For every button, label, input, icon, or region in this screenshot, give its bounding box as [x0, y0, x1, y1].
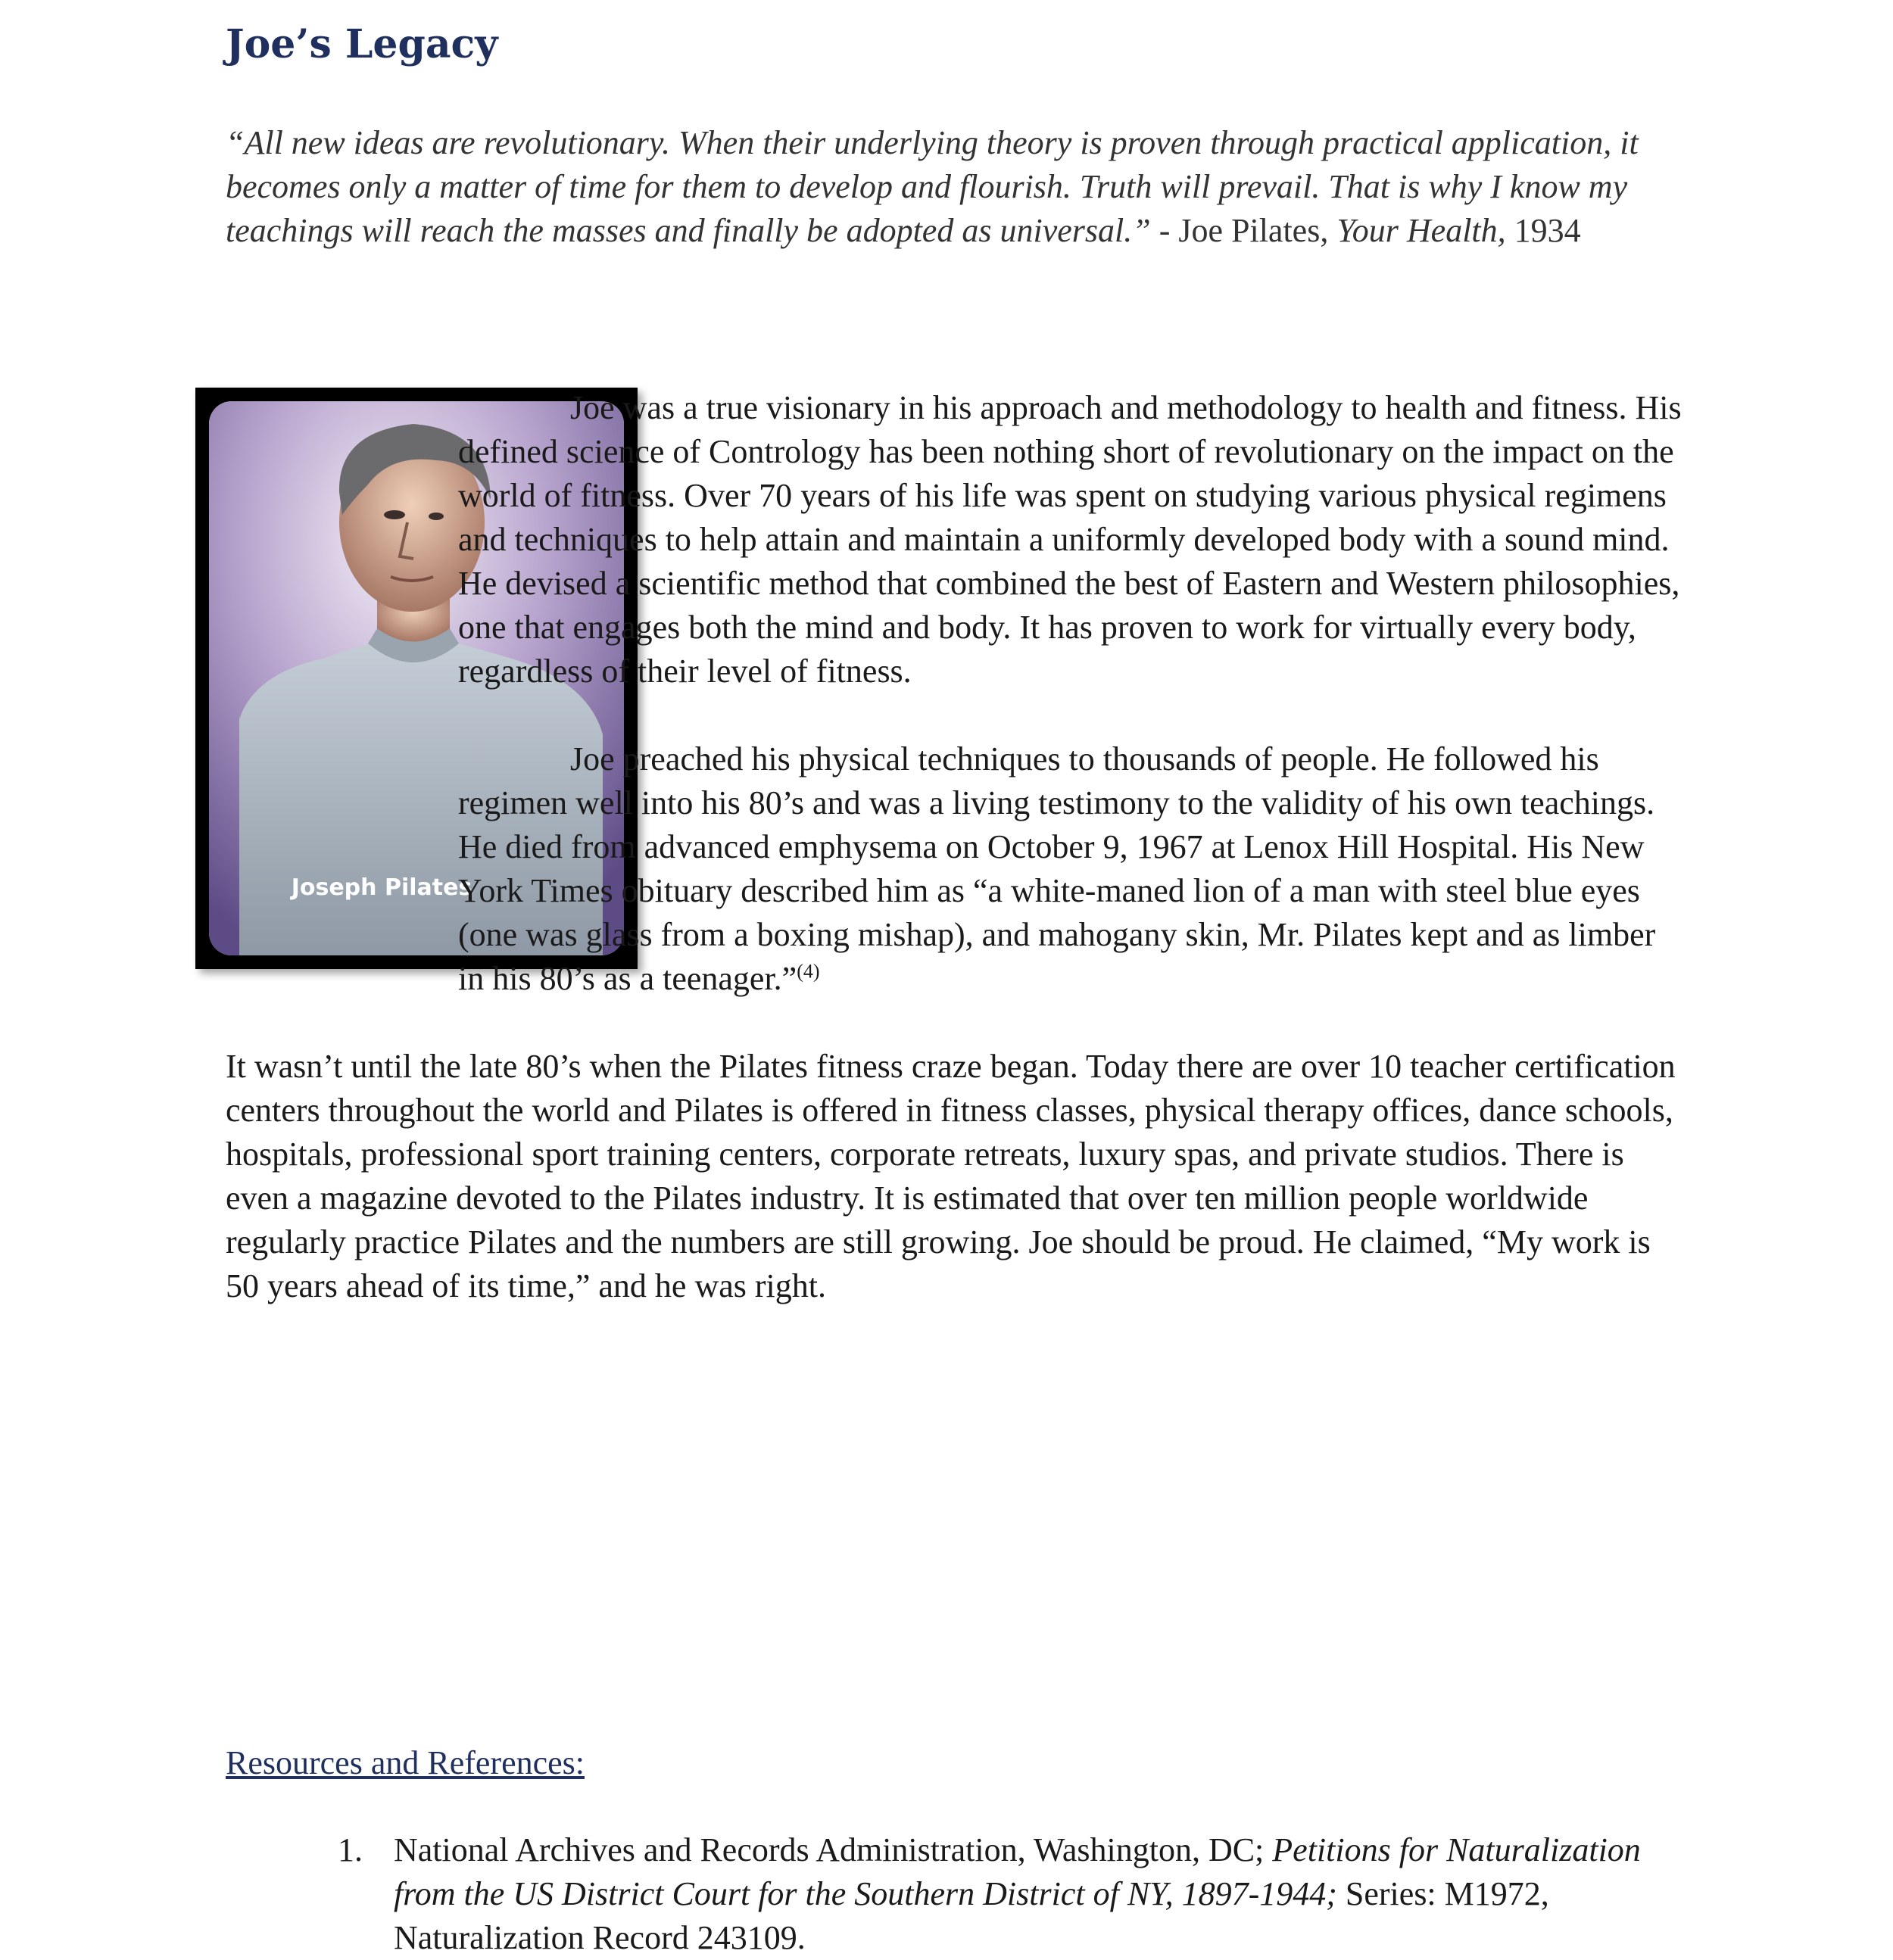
- quote-attribution: - Joe Pilates,: [1150, 212, 1337, 249]
- reference-list: [226, 1828, 1683, 1960]
- portrait-caption: Joseph Pilates: [291, 874, 472, 901]
- main-body: [226, 386, 1683, 1308]
- quote-source-title: Your Health,: [1336, 212, 1506, 249]
- paragraph-3: It wasn’t until the late 80’s when the Pilates fitness craze began. Today there are over 10 teacher certification centers throughout the world and Pilates is offered in fitness classes, physical therapy offices, dance schools, hospitals, professional sport training centers, corporate retreats, luxury spas, and private studios. There is even a magazine devoted to the Pilates industry. It is estimated that over ten million people worldwide regularly practice Pilates and the numbers are still growing. Joe should be proud. He claimed, “My work is 50 years ahead of its time,” and he was right.: [226, 1048, 1676, 1304]
- reference-italic-title: Petitions for Naturalization from the US District Court for the Southern District of NY, 1897-1944;: [394, 1831, 1641, 1912]
- reference-number: 1.: [338, 1831, 363, 1868]
- quote-year: 1934: [1505, 212, 1581, 249]
- reference-suffix: Series: M1972, Naturalization Record 243109.: [394, 1875, 1549, 1956]
- quote-text: “All new ideas are revolutionary. When their underlying theory is proven through practical application, it becomes only a matter of time for them to develop and flourish. Truth will prevail. That is why I know my teachings will reach the masses and finally be adopted as universal.”: [226, 124, 1639, 249]
- epigraph-quote: [226, 121, 1683, 253]
- reference-prefix: National Archives and Records Administration, Washington, DC;: [394, 1831, 1273, 1868]
- page-title: Joe’s Legacy: [226, 21, 498, 67]
- resources-heading: Resources and References:: [226, 1744, 585, 1781]
- paragraph-1: Joe was a true visionary in his approach and methodology to health and fitness. His defined science of Contrology has been nothing short of revolutionary on the impact on the world of fitness. Over 70 years of his life was spent on studying various physical regimens and techniques to help attain and maintain a uniformly developed body with a sound mind. He devised a scientific method that combined the best of Eastern and Western philosophies, one that engages both the mind and body. It has proven to work for virtually every body, regardless of their level of fitness.: [458, 389, 1682, 690]
- paragraph-2: Joe preached his physical techniques to thousands of people. He followed his regimen well into his 80’s and was a living testimony to the validity of his own teachings. He died from advanced emphysema on October 9, 1967 at Lenox Hill Hospital. His New York Times obituary described him as “a white-maned lion of a man with steel blue eyes (one was glass from a boxing mishap), and mahogany skin, Mr. Pilates kept and as limber in his 80’s as a teenager.”$^{(4)}$: [458, 740, 1656, 997]
- reference-item: [226, 1828, 1683, 1960]
- footnote-ref: (4): [797, 960, 820, 983]
